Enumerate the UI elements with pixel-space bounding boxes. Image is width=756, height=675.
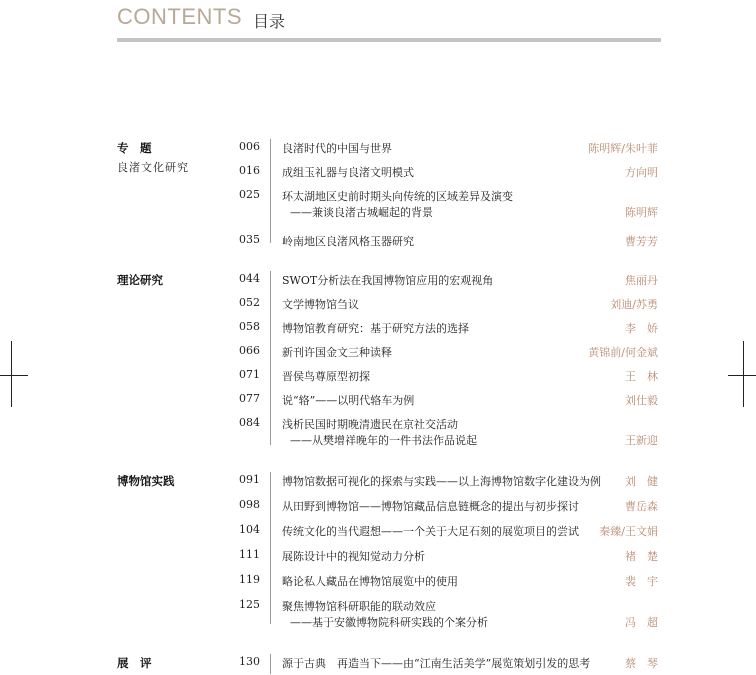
- page-number: 006: [239, 140, 260, 153]
- article-title: 聚焦博物馆科研职能的联动效应: [282, 600, 436, 613]
- page-number: 071: [239, 368, 260, 381]
- article-author: 刘迪/苏勇: [610, 298, 658, 311]
- article-title: 晋侯鸟尊原型初探: [282, 370, 370, 383]
- toc-entry[interactable]: [0, 498, 756, 516]
- page-number: 091: [239, 473, 260, 486]
- page-number: 066: [239, 344, 260, 357]
- header-rule: [117, 38, 661, 42]
- page-number: 104: [239, 523, 260, 536]
- toc-entry[interactable]: [0, 164, 756, 182]
- toc-entry[interactable]: [0, 598, 756, 629]
- toc-entry[interactable]: [0, 573, 756, 591]
- page-number: 077: [239, 392, 260, 405]
- article-author: 裴 宇: [625, 575, 658, 588]
- article-author: 陈明辉: [625, 206, 658, 219]
- article-title: 略论私人藏品在博物馆展览中的使用: [282, 575, 458, 588]
- article-author: 焦丽丹: [625, 274, 658, 287]
- page-number: 052: [239, 296, 260, 309]
- toc-entry[interactable]: [0, 416, 756, 447]
- article-author: 黄锦前/何金斌: [588, 346, 658, 359]
- section-subtitle: 良渚文化研究: [117, 161, 189, 174]
- contents-title-en: CONTENTS: [117, 4, 242, 29]
- article-subtitle: ——从樊增祥晚年的一件书法作品说起: [290, 434, 477, 447]
- toc-entry[interactable]: [0, 188, 756, 219]
- article-title: 传统文化的当代遐想——一个关于大足石刻的展览项目的尝试: [282, 525, 579, 538]
- article-author: 秦臻/王文娟: [599, 525, 658, 538]
- section-title: 博物馆实践: [117, 474, 175, 488]
- article-title: 展陈设计中的视知觉动力分析: [282, 550, 425, 563]
- toc-entry[interactable]: [0, 523, 756, 541]
- contents-title-zh: 目录: [253, 12, 286, 31]
- page-number: 016: [239, 164, 260, 177]
- page-number: 130: [239, 655, 260, 668]
- page-number: 125: [239, 598, 260, 611]
- section-title: 展 评: [117, 656, 152, 670]
- toc-entry[interactable]: [0, 272, 756, 290]
- article-title: 说“辂”——以明代辂车为例: [282, 394, 415, 407]
- page-number: 119: [239, 573, 260, 586]
- toc-entry[interactable]: [0, 548, 756, 566]
- page-number: 025: [239, 188, 260, 201]
- article-title: 新刊许国金文三种读释: [282, 346, 392, 359]
- article-author: 李 娇: [625, 322, 658, 335]
- article-author: 王 林: [625, 370, 658, 383]
- article-author: 陈明辉/朱叶菲: [588, 142, 658, 155]
- page-number: 035: [239, 233, 260, 246]
- article-author: 方向明: [625, 166, 658, 179]
- article-author: 王新迎: [625, 434, 658, 447]
- toc-entry[interactable]: [0, 296, 756, 314]
- article-subtitle: ——基于安徽博物院科研实践的个案分析: [290, 616, 488, 629]
- article-author: 冯 超: [625, 616, 658, 629]
- section-title: 理论研究: [117, 273, 163, 287]
- toc-entry[interactable]: [0, 655, 756, 673]
- article-author: 曹岳森: [625, 500, 658, 513]
- article-author: 蔡 琴: [625, 657, 658, 670]
- article-title: 博物馆教育研究：基于研究方法的选择: [282, 322, 469, 335]
- article-title: SWOT分析法在我国博物馆应用的宏观视角: [282, 274, 494, 287]
- article-title: 源于古典 再造当下——由“江南生活美学”展览策划引发的思考: [282, 657, 591, 670]
- section-title: 专 题: [117, 141, 152, 155]
- article-title: 文学博物馆刍议: [282, 298, 359, 311]
- article-author: 刘仕毅: [625, 394, 658, 407]
- article-author: 褚 楚: [625, 550, 658, 563]
- page-number: 098: [239, 498, 260, 511]
- page-number: 084: [239, 416, 260, 429]
- toc-entry[interactable]: [0, 392, 756, 410]
- toc-entry[interactable]: [0, 344, 756, 362]
- toc-entry[interactable]: [0, 233, 756, 251]
- toc-entry[interactable]: [0, 368, 756, 386]
- article-title: 良渚时代的中国与世界: [282, 142, 392, 155]
- toc-entry[interactable]: [0, 473, 756, 491]
- article-title: 博物馆数据可视化的探索与实践——以上海博物馆数字化建设为例: [282, 475, 601, 488]
- page-number: 058: [239, 320, 260, 333]
- article-subtitle: ——兼谈良渚古城崛起的背景: [290, 206, 433, 219]
- article-title: 浅析民国时期晚清遗民在京社交活动: [282, 418, 458, 431]
- article-title: 成组玉礼器与良渚文明模式: [282, 166, 414, 179]
- article-title: 环太湖地区史前时期头向传统的区域差异及演变: [282, 190, 513, 203]
- page-number: 044: [239, 272, 260, 285]
- page-number: 111: [239, 548, 260, 561]
- article-title: 从田野到博物馆——博物馆藏品信息链概念的提出与初步探讨: [282, 500, 579, 513]
- toc-entry[interactable]: [0, 140, 756, 158]
- article-title: 岭南地区良渚风格玉器研究: [282, 235, 414, 248]
- article-author: 曹芳芳: [625, 235, 658, 248]
- article-author: 刘 健: [625, 475, 658, 488]
- toc-entry[interactable]: [0, 320, 756, 338]
